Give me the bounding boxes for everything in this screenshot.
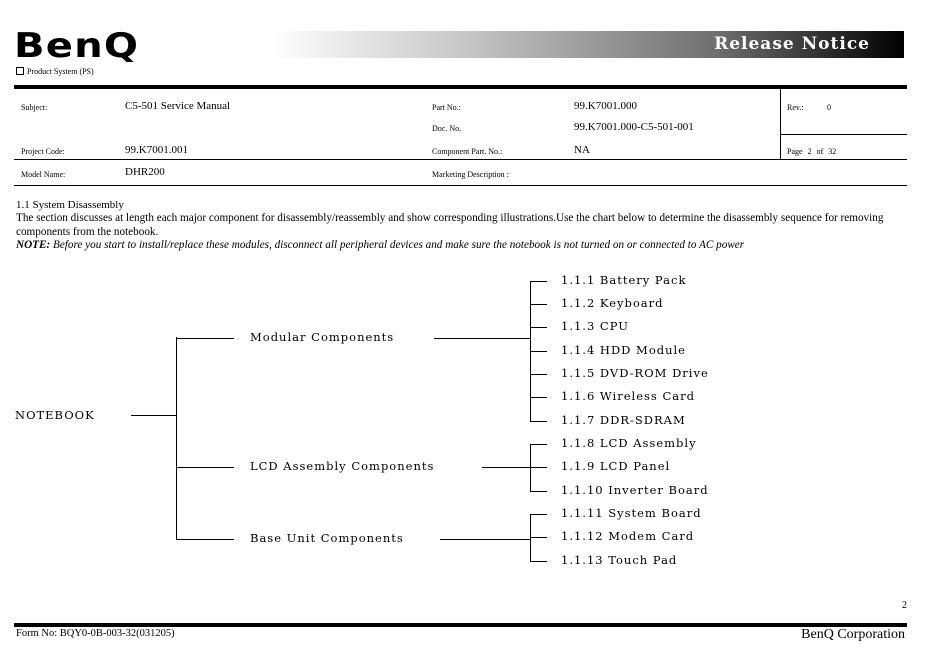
- item-tick-2-2: [530, 561, 547, 562]
- group-connector-2: [176, 539, 234, 540]
- group-branch-0: [434, 338, 530, 339]
- tree-group-1: LCD Assembly Components: [250, 459, 435, 473]
- header-top-rule: [14, 85, 907, 89]
- item-tick-1-1: [530, 467, 547, 468]
- tree-item-0-4: 1.1.5 DVD-ROM Drive: [561, 366, 709, 380]
- model-name-value: DHR200: [125, 166, 165, 178]
- section-title: 1.1 System Disassembly: [16, 199, 124, 211]
- item-tick-1-2: [530, 491, 547, 492]
- item-tick-0-6: [530, 421, 547, 422]
- group-branch-1: [482, 467, 530, 468]
- tree-item-0-2: 1.1.3 CPU: [561, 319, 629, 333]
- tree-item-2-2: 1.1.13 Touch Pad: [561, 553, 678, 567]
- page-of: of: [816, 147, 824, 156]
- table-bottom-rule: [14, 185, 907, 186]
- tree-item-0-1: 1.1.2 Keyboard: [561, 296, 664, 310]
- item-tick-0-2: [530, 327, 547, 328]
- item-tick-2-1: [530, 537, 547, 538]
- tree-item-0-0: 1.1.1 Battery Pack: [561, 273, 687, 287]
- doc-no-label: Doc. No.: [432, 124, 462, 133]
- table-row-divider: [14, 159, 907, 160]
- project-code-label: Project Code:: [21, 147, 65, 156]
- doc-no-value: 99.K7001.000-C5-501-001: [574, 121, 694, 133]
- note-label: NOTE:: [16, 239, 51, 251]
- product-system-label: Product System (PS): [27, 67, 94, 76]
- item-tick-0-4: [530, 374, 547, 375]
- tree-item-0-6: 1.1.7 DDR-SDRAM: [561, 413, 686, 427]
- page-current: 2: [807, 147, 812, 156]
- item-bracket-2: [530, 514, 531, 562]
- page-total: 32: [828, 147, 837, 156]
- tree-group-0: Modular Components: [250, 330, 395, 344]
- tree-item-0-3: 1.1.4 HDD Module: [561, 343, 686, 357]
- item-bracket-1: [530, 444, 531, 492]
- tree-item-2-1: 1.1.12 Modem Card: [561, 529, 695, 543]
- note-line: [16, 239, 744, 251]
- page-indicator: [787, 147, 836, 156]
- tree-item-0-5: 1.1.6 Wireless Card: [561, 389, 695, 403]
- item-tick-2-0: [530, 514, 547, 515]
- footer-rule: [14, 623, 907, 627]
- item-tick-0-0: [530, 281, 547, 282]
- page-number: 2: [902, 600, 907, 611]
- subject-value: C5-501 Service Manual: [125, 100, 231, 112]
- page-label: Page: [787, 147, 803, 156]
- group-connector-0: [176, 338, 234, 339]
- rev-cell-divider: [780, 134, 907, 135]
- root-trunk: [176, 337, 177, 540]
- marketing-description-label: Marketing Description :: [432, 170, 509, 179]
- group-connector-1: [176, 467, 234, 468]
- group-branch-2: [440, 539, 530, 540]
- form-number: Form No: BQY0-0B-003-32(031205): [16, 628, 175, 639]
- root-connector: [131, 415, 176, 416]
- note-text: Before you start to install/replace these modules, disconnect all peripheral devices and make sure the notebook is not turned on or connected to AC power: [50, 239, 745, 251]
- component-part-value: NA: [574, 144, 590, 156]
- checkbox-icon: [16, 67, 24, 75]
- tree-item-1-0: 1.1.8 LCD Assembly: [561, 436, 697, 450]
- section-paragraph: The section discusses at length each major component for disassembly/reassembly and show corresponding illustrations.Use the chart below to determine the disassembly sequence for removing components from the notebook.: [16, 212, 884, 238]
- project-code-value: 99.K7001.001: [125, 144, 188, 156]
- item-tick-1-0: [530, 444, 547, 445]
- item-tick-0-3: [530, 351, 547, 352]
- release-notice-banner: [270, 31, 904, 58]
- tree-item-1-2: 1.1.10 Inverter Board: [561, 483, 709, 497]
- tree-root-notebook: NOTEBOOK: [15, 408, 95, 422]
- component-part-label: Component Part. No.:: [432, 147, 503, 156]
- subject-label: Subject:: [21, 103, 48, 112]
- benq-logo: BenQ: [14, 26, 140, 66]
- corporation-name: BenQ Corporation: [801, 627, 905, 642]
- banner-title: Release Notice: [714, 34, 870, 54]
- rev-label: Rev.:: [787, 103, 804, 112]
- tree-group-2: Base Unit Components: [250, 531, 404, 545]
- tree-item-2-0: 1.1.11 System Board: [561, 506, 702, 520]
- model-name-label: Model Name:: [21, 170, 66, 179]
- product-system-checkbox: [16, 67, 94, 76]
- part-no-value: 99.K7001.000: [574, 100, 637, 112]
- tree-item-1-1: 1.1.9 LCD Panel: [561, 459, 671, 473]
- item-tick-0-1: [530, 304, 547, 305]
- rev-value: 0: [827, 103, 831, 112]
- rev-column-divider: [780, 89, 781, 159]
- item-tick-0-5: [530, 397, 547, 398]
- part-no-label: Part No.:: [432, 103, 461, 112]
